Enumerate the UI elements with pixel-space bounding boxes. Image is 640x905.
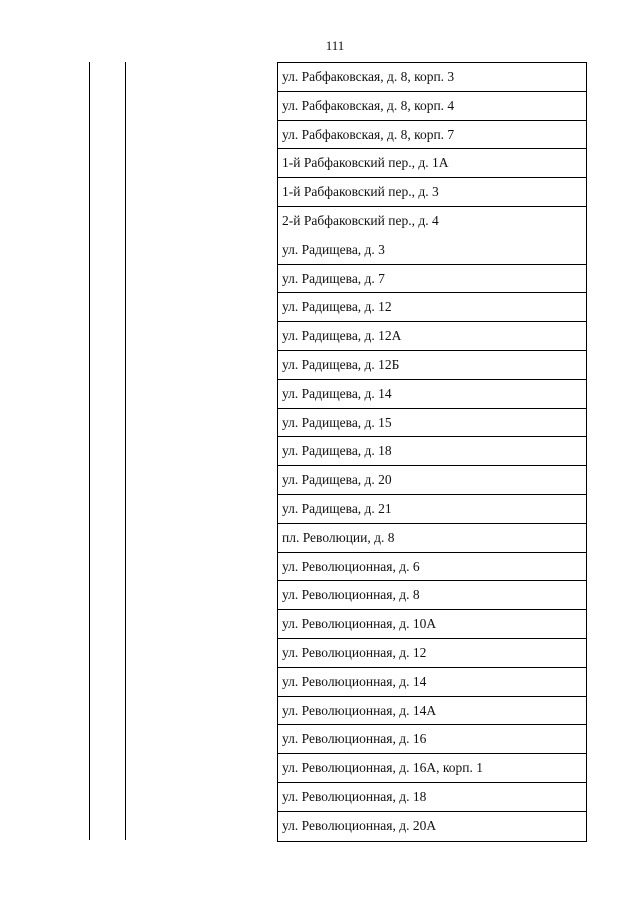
address-row: ул. Радищева, д. 12Б	[278, 351, 586, 380]
address-row: ул. Радищева, д. 12А	[278, 322, 586, 351]
address-row: ул. Революционная, д. 16А, корп. 1	[278, 754, 586, 783]
address-row: ул. Революционная, д. 20А	[282, 817, 437, 833]
address-row: 1-й Рабфаковский пер., д. 3	[278, 178, 586, 207]
address-row: ул. Революционная, д. 18	[278, 783, 586, 812]
table-column-border-inner	[125, 62, 126, 840]
address-row: ул. Революционная, д. 6	[278, 553, 586, 582]
address-row: ул. Революционная, д. 14	[278, 668, 586, 697]
address-row: ул. Революционная, д. 16	[278, 725, 586, 754]
address-row: ул. Радищева, д. 3	[278, 236, 586, 265]
address-row: ул. Радищева, д. 14	[278, 380, 586, 409]
page-number: 111	[325, 38, 345, 53]
address-row: ул. Революционная, д. 8	[278, 581, 586, 610]
address-row: ул. Радищева, д. 21	[278, 495, 586, 524]
address-row: пл. Революции, д. 8	[278, 524, 586, 553]
table-column-border-left	[89, 62, 90, 840]
address-table	[277, 62, 587, 842]
address-row: ул. Революционная, д. 12	[278, 639, 586, 668]
address-row: ул. Радищева, д. 7	[278, 265, 586, 294]
address-row: ул. Радищева, д. 18	[278, 437, 586, 466]
address-row: ул. Революционная, д. 10А	[278, 610, 586, 639]
address-row: ул. Рабфаковская, д. 8, корп. 3	[278, 63, 586, 92]
address-row: ул. Радищева, д. 20	[278, 466, 586, 495]
address-row: ул. Радищева, д. 12	[278, 293, 586, 322]
address-row: 2-й Рабфаковский пер., д. 4	[282, 212, 439, 228]
address-row: ул. Радищева, д. 15	[278, 409, 586, 438]
address-row: 1-й Рабфаковский пер., д. 1А	[278, 149, 586, 178]
address-row: ул. Рабфаковская, д. 8, корп. 4	[278, 92, 586, 121]
address-row: ул. Революционная, д. 14А	[278, 697, 586, 726]
address-row: ул. Рабфаковская, д. 8, корп. 7	[278, 121, 586, 150]
